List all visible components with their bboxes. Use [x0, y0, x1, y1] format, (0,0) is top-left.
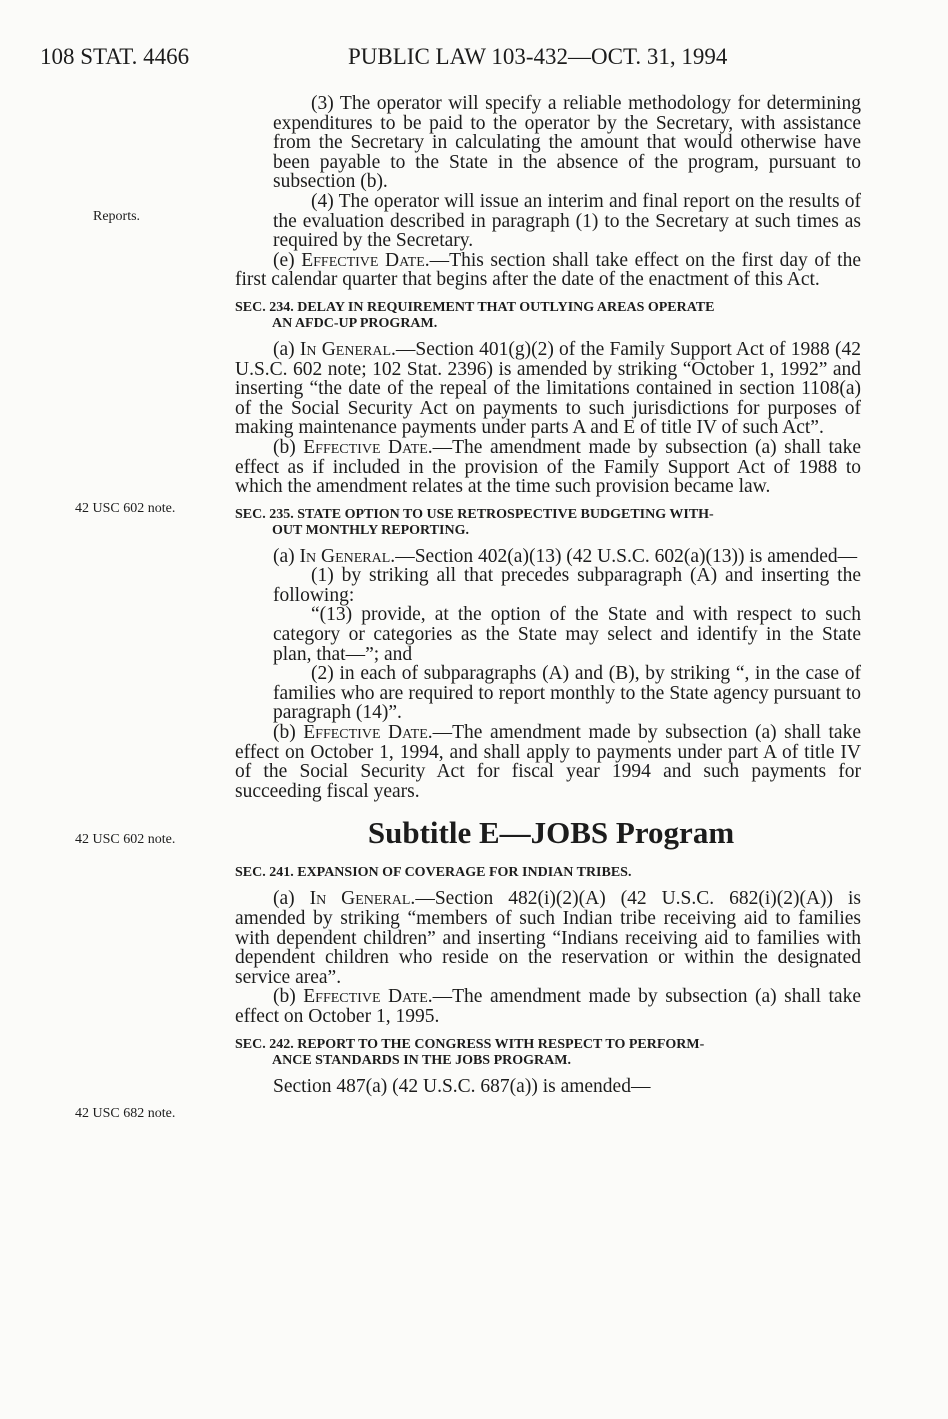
section-241-b: (b) Effective Date.—The amendment made by subsection (a) shall take effect on October 1, 1995. — [235, 986, 861, 1027]
section-234-heading: SEC. 234. DELAY IN REQUIREMENT THAT OUTLYING AREAS OPERATE AN AFDC-UP PROGRAM. — [235, 299, 715, 331]
section-235-heading: SEC. 235. STATE OPTION TO USE RETROSPECTIVE BUDGETING WITH- OUT MONTHLY REPORTING. — [235, 506, 714, 538]
paragraph-4: (4) The operator will issue an interim and final report on the results of the evaluation described in paragraph (1) to the Secretary at such times as required by the Secretary. — [273, 190, 861, 252]
running-header: PUBLIC LAW 103-432—OCT. 31, 1994 — [348, 44, 728, 69]
subsection-e: (e) Effective Date.—This section shall take effect on the first day of the first calendar quarter that begins after the date of the enactment of this Act. — [235, 249, 861, 291]
margin-note-usc-602-b: 42 USC 602 note. — [75, 832, 176, 847]
section-235-b: (b) Effective Date.—The amendment made by subsection (a) shall take effect on October 1, 1994, and shall apply to payments under part A of title IV of the Social Security Act for fiscal year 1994 and such payments for succeeding fiscal years. — [235, 722, 861, 802]
margin-note-usc-682: 42 USC 682 note. — [75, 1106, 176, 1121]
section-234-b: (b) Effective Date.—The amendment made by subsection (a) shall take effect as if included in the provision of the Family Support Act of 1988 to which the amendment relates at the time such provision became law. — [235, 436, 861, 498]
statute-page-number: 108 STAT. 4466 — [40, 44, 190, 69]
document-body — [235, 94, 861, 1096]
margin-note-reports: Reports. — [93, 209, 141, 224]
section-235-item-2: (2) in each of subparagraphs (A) and (B), by striking “, in the case of families who are required to report monthly to the State agency pursuant to paragraph (14)”. — [273, 663, 861, 724]
section-242-heading: SEC. 242. REPORT TO THE CONGRESS WITH RESPECT TO PERFORM- ANCE STANDARDS IN THE JOBS PROGRAM. — [235, 1036, 705, 1068]
section-235-quote: “(13) provide, at the option of the State and with respect to such category or categories as the State may select and identify in the State plan, that—”; and — [273, 604, 861, 665]
section-241-heading: SEC. 241. EXPANSION OF COVERAGE FOR INDIAN TRIBES. — [235, 865, 632, 881]
section-235-a: (a) In General.—Section 402(a)(13) (42 U.S.C. 602(a)(13)) is amended— — [273, 545, 858, 567]
margin-note-usc-602: 42 USC 602 note. — [75, 501, 176, 516]
section-234-a: (a) In General.—Section 401(g)(2) of the Family Support Act of 1988 (42 U.S.C. 602 note; 102 Stat. 2396) is amended by striking “October 1, 1992” and inserting “the date of the repeal of the limitations contained in section 1108(a) of the Social Security Act on payments to such jurisdictions for purposes of making maintenance payments under parts A and E of title IV of such Act”. — [235, 338, 861, 439]
subtitle-heading: Subtitle E—JOBS Program — [367, 815, 735, 851]
paragraph-3: (3) The operator will specify a reliable methodology for determining expenditures to be paid to the operator by the Secretary, with assistance from the Secretary in calculating the amount that would otherwise have been payable to the State in the absence of the program, pursuant to subsection (b). — [273, 93, 861, 193]
subsection-heading: Effective Date. — [301, 249, 430, 271]
section-241-a: (a) In General.—Section 482(i)(2)(A) (42 U.S.C. 682(i)(2)(A)) is amended by striking “members of such Indian tribe receiving aid to families with dependent children” and inserting “Indians receiving aid to families with dependent children who reside on the reservation or within the designated service area”. — [235, 888, 861, 988]
section-242-text: Section 487(a) (42 U.S.C. 687(a)) is amended— — [273, 1075, 651, 1097]
section-235-item-1: (1) by striking all that precedes subparagraph (A) and inserting the following: — [273, 565, 861, 606]
